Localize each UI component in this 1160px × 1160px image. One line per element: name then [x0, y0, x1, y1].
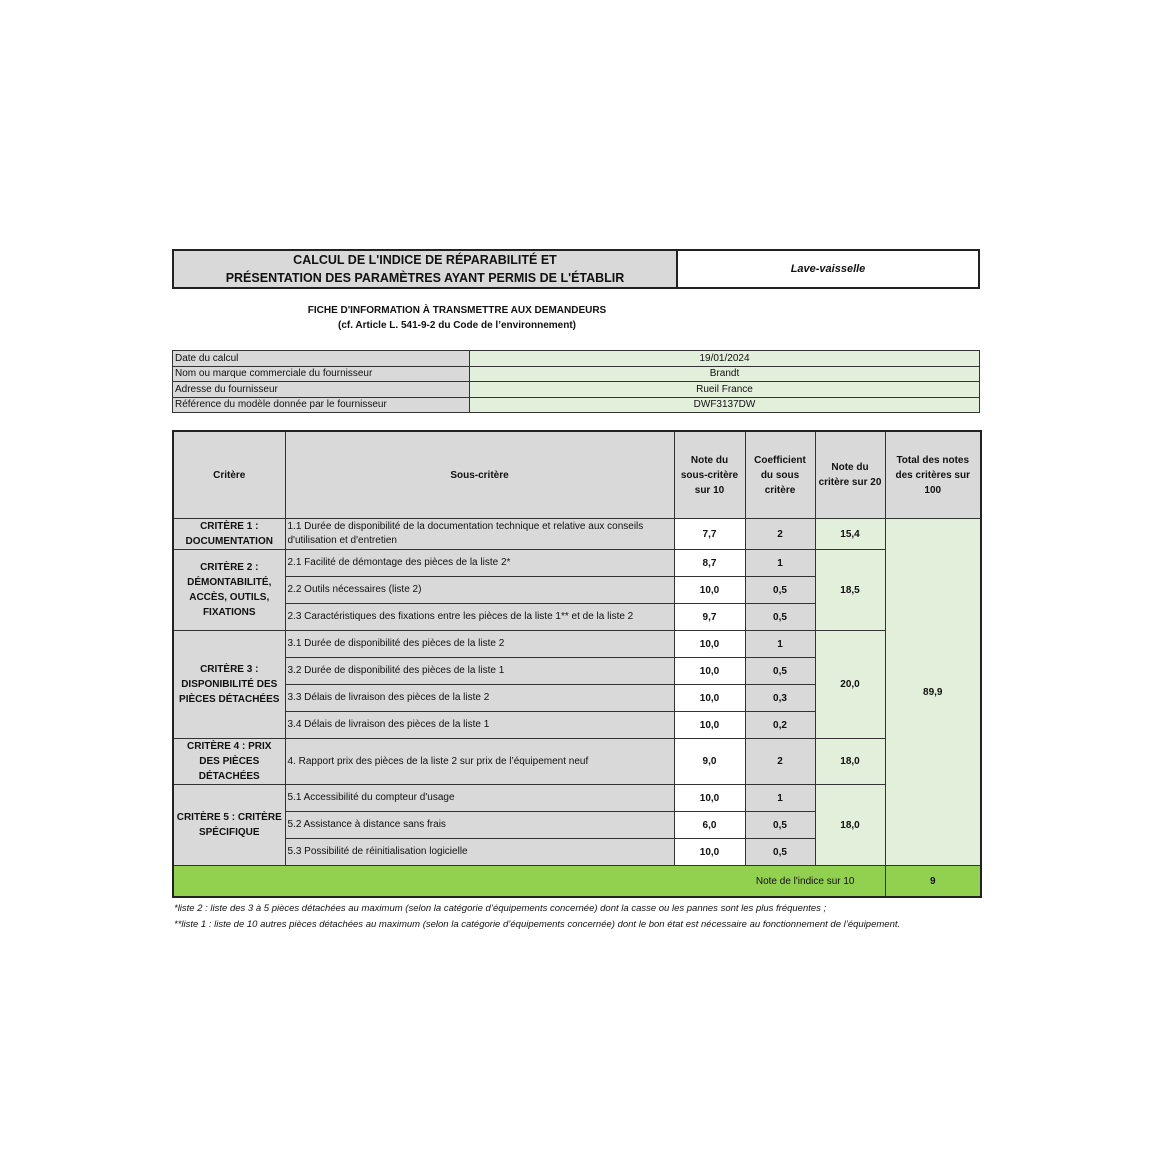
sub-criterion-note: 10,0 — [674, 712, 745, 739]
final-score-value: 9 — [885, 866, 981, 898]
product-category: Lave-vaisselle — [790, 263, 866, 275]
sub-criterion-coefficient: 1 — [745, 631, 815, 658]
sub-criterion-label: 2.2 Outils nécessaires (liste 2) — [285, 577, 674, 604]
sub-criterion-label: 2.1 Facilité de démontage des pièces de la liste 2* — [285, 550, 674, 577]
table-row — [173, 739, 981, 785]
repairability-table — [172, 430, 982, 898]
info-value: Brandt — [470, 366, 980, 382]
header-title-line2: PRÉSENTATION DES PARAMÈTRES AYANT PERMIS DE L'ÉTABLIR — [225, 271, 625, 285]
sub-criterion-note: 9,7 — [674, 604, 745, 631]
info-value: DWF3137DW — [470, 397, 980, 413]
criterion-note: 20,0 — [815, 631, 885, 739]
info-row — [173, 366, 980, 382]
sub-criterion-label: 5.1 Accessibilité du compteur d'usage — [285, 785, 674, 812]
sub-criterion-note: 10,0 — [674, 631, 745, 658]
info-label: Date du calcul — [173, 351, 470, 367]
info-value: 19/01/2024 — [470, 351, 980, 367]
header-sous-critere: Sous-critère — [285, 431, 674, 519]
sub-criterion-note: 10,0 — [674, 785, 745, 812]
info-row — [173, 351, 980, 367]
info-label: Nom ou marque commerciale du fournisseur — [173, 366, 470, 382]
sub-criterion-coefficient: 0,3 — [745, 685, 815, 712]
criterion-name: CRITÈRE 3 : DISPONIBILITÉ DES PIÈCES DÉTACHÉES — [173, 631, 285, 739]
footnote-liste-2: *liste 2 : liste des 3 à 5 pièces détachées au maximum (selon la catégorie d’équipements concernée) dont la casse ou les pannes sont les plus fréquentes ; — [174, 903, 827, 914]
criterion-note: 18,0 — [815, 739, 885, 785]
header-title-line1: CALCUL DE L'INDICE DE RÉPARABILITÉ ET — [293, 253, 557, 267]
sub-criterion-coefficient: 0,5 — [745, 812, 815, 839]
sub-criterion-coefficient: 0,5 — [745, 604, 815, 631]
header-total: Total des notes des critères sur 100 — [885, 431, 981, 519]
sub-criterion-coefficient: 0,5 — [745, 577, 815, 604]
sub-criterion-note: 9,0 — [674, 739, 745, 785]
header — [172, 249, 980, 289]
sub-criterion-note: 10,0 — [674, 658, 745, 685]
header-note-sous-critere: Note du sous-critère sur 10 — [674, 431, 745, 519]
info-row — [173, 382, 980, 398]
sub-criterion-coefficient: 2 — [745, 739, 815, 785]
sub-criterion-note: 8,7 — [674, 550, 745, 577]
footnotes — [172, 901, 974, 932]
sub-criterion-label: 5.2 Assistance à distance sans frais — [285, 812, 674, 839]
info-label: Adresse du fournisseur — [173, 382, 470, 398]
sub-criterion-label: 3.1 Durée de disponibilité des pièces de la liste 2 — [285, 631, 674, 658]
sub-criterion-note: 10,0 — [674, 577, 745, 604]
sub-criterion-note: 6,0 — [674, 812, 745, 839]
sub-criterion-coefficient: 2 — [745, 519, 815, 550]
criterion-name: CRITÈRE 4 : PRIX DES PIÈCES DÉTACHÉES — [173, 739, 285, 785]
repairability-sheet — [172, 249, 980, 932]
sub-criterion-coefficient: 0,5 — [745, 839, 815, 866]
subtitle-line2: (cf. Article L. 541-9-2 du Code de l’environnement) — [337, 320, 576, 331]
footnote-liste-1: **liste 1 : liste de 10 autres pièces détachées au maximum (selon la catégorie d’équipements concernée) dont le bon état est nécessaire au fonctionnement de l’équipement. — [174, 918, 901, 930]
header-coefficient: Coefficient du sous critère — [745, 431, 815, 519]
subtitle — [172, 303, 742, 333]
sub-criterion-label: 4. Rapport prix des pièces de la liste 2 sur prix de l’équipement neuf — [285, 739, 674, 785]
table-row — [173, 631, 981, 658]
sub-criterion-label: 3.3 Délais de livraison des pièces de la liste 2 — [285, 685, 674, 712]
header-critere: Critère — [173, 431, 285, 519]
supplier-info-table — [172, 350, 980, 413]
sub-criterion-coefficient: 1 — [745, 550, 815, 577]
total-score: 89,9 — [885, 519, 981, 866]
sub-criterion-coefficient: 0,5 — [745, 658, 815, 685]
sub-criterion-note: 10,0 — [674, 685, 745, 712]
info-value: Rueil France — [470, 382, 980, 398]
header-note-critere: Note du critère sur 20 — [815, 431, 885, 519]
sub-criterion-note: 7,7 — [674, 519, 745, 550]
sub-criterion-coefficient: 0,2 — [745, 712, 815, 739]
table-row — [173, 785, 981, 812]
criterion-note: 18,0 — [815, 785, 885, 866]
subtitle-line1: FICHE D'INFORMATION À TRANSMETTRE AUX DEMANDEURS — [307, 305, 607, 316]
info-row — [173, 397, 980, 413]
final-score-row — [173, 866, 981, 898]
criterion-note: 18,5 — [815, 550, 885, 631]
criterion-name: CRITÈRE 1 : DOCUMENTATION — [173, 519, 285, 550]
sub-criterion-coefficient: 1 — [745, 785, 815, 812]
table-header-row — [173, 431, 981, 519]
sub-criterion-label: 3.4 Délais de livraison des pièces de la liste 1 — [285, 712, 674, 739]
criterion-name: CRITÈRE 2 : DÉMONTABILITÉ, ACCÈS, OUTILS, FIXATIONS — [173, 550, 285, 631]
table-row — [173, 519, 981, 550]
table-row — [173, 550, 981, 577]
sub-criterion-label: 1.1 Durée de disponibilité de la documentation technique et relative aux conseils d'utilisation et d'entretien — [285, 519, 674, 550]
info-label: Référence du modèle donnée par le fournisseur — [173, 397, 470, 413]
sub-criterion-label: 3.2 Durée de disponibilité des pièces de la liste 1 — [285, 658, 674, 685]
sub-criterion-label: 5.3 Possibilité de réinitialisation logicielle — [285, 839, 674, 866]
criterion-name: CRITÈRE 5 : CRITÈRE SPÉCIFIQUE — [173, 785, 285, 866]
header-title — [174, 251, 678, 287]
final-score-label: Note de l'indice sur 10 — [173, 866, 885, 898]
criterion-note: 15,4 — [815, 519, 885, 550]
sub-criterion-label: 2.3 Caractéristiques des fixations entre les pièces de la liste 1** et de la liste 2 — [285, 604, 674, 631]
sub-criterion-note: 10,0 — [674, 839, 745, 866]
